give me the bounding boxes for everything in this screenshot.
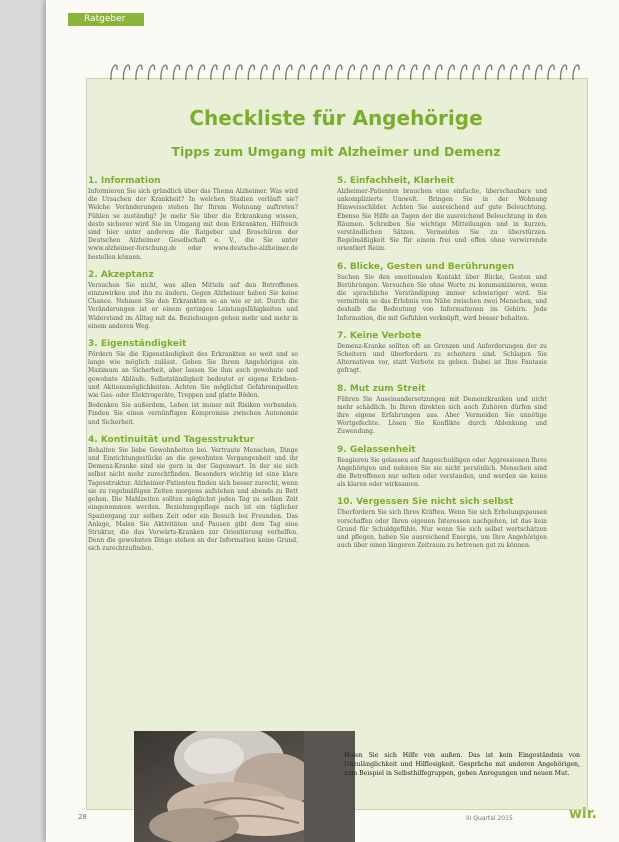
section-text: Demenz-Kranke sollten oft an Grenzen und Anforderungen der zu Scheitern und überfordern zu scheitern sind. Schlagen Sie Alternativen vor, statt Verbote zu geben. Dabei ist Ihre Fantasie gefragt. bbox=[337, 342, 547, 375]
section-heading: 10. Vergessen Sie nicht sich selbst bbox=[337, 497, 514, 508]
spiral-loop bbox=[161, 65, 167, 80]
section-text: Bedenken Sie außerdem, Leben ist immer mit Risiken verbunden. Finden Sie einen vernünftigen Kompromiss zwischen Autonomie und Sicherheit. bbox=[88, 402, 298, 426]
spiral-loop bbox=[398, 65, 404, 80]
section-text: Behalten Sie liebe Gewohnheiten bei. Vertraute Menschen, Dinge und Einrichtungsstücke an die gewohnten Vergangenheit und ihr Demenz-Kranke sind sie gern in der Gegenwart. In der sie sich selbst nicht mehr zurechtfinden. Besonders wichtig ist eine klare Tagesstruktur. Alzheimer-Patienten finden sich besser zurecht, wenn sie zu regelmäßigen Zeiten morgens aufstehen und abends zu Bett gehen. Die Mahlzeiten sollten möglichst jeden Tag zu selben Zeit eingenommen werden. Beziehungspflege nach ist ein täglicher Spaziergang zur selben Zeit oder ein Besuch bei Freunden. Das Anlage, Malen Sie Aktivitäten und Pausen gibt dem Tag eine Struktur, die das Vorwärts-Kranken zur Orientierung verhelfen. Denn die gewohnten Dinge stehen an der Information keine Grund, sich zurechtzufinden. bbox=[88, 446, 298, 553]
section-text: Alzheimer-Patienten brauchen eine einfache, überschaubare und unkomplizierte Umwelt. Bringen Sie in der Wohnung Hinweisschilder. Achten Sie ausreichend auf gute Beleuchtung. Ebenso Sie Hilfe an Tagen der die ausreichend Beleuchtung in den Räumen. Schreiben Sie wichtige Mitteilungen und in kurzen, verständlichen Sätzen. Vermeiden Sie zu überstürzen. Regelmäßigkeit Sie für einem frei und offen ohne verwirrende orientiert Reize. bbox=[337, 188, 547, 253]
section-akzeptanz bbox=[88, 270, 298, 331]
photo-caption: Holen Sie sich Hilfe von außen. Das ist kein Eingeständnis von Unzulänglichkeit und Hilflosigkeit. Gespräche mit anderen Angehörigen, zum Beispiel in Selbsthilfegruppen, geben Anregungen und neuen Mut. bbox=[344, 752, 580, 777]
spiral-loop bbox=[336, 65, 342, 80]
section-text: Führen Sie Auseinandersetzungen mit Demenzkranken und nicht mehr schädlich. In Ihren direkten sich auch Zuhören dürfen sind ihre eigene Erfahrungen aus. Aber Vermeiden Sie unnötige Wortgefechte. Lösen Sie Konflikte durch Ablenkung und Zuwendung. bbox=[337, 395, 547, 436]
section-text: Suchen Sie den emotionalen Kontakt über Blicke, Gesten und Berührungen. Versuchen Sie ohne Worte zu kommunizieren, wenn die sprachliche Verständigung immer schwieriger wird. Sie vermitteln so das Erlebnis von Nähe zwischen zwei Menschen, und deshalb die Bedeutung von Informationen im Gehirn. Jede Information, die mit Gefühlen verknüpft, wird besser behalten. bbox=[337, 273, 547, 322]
spiral-loop bbox=[486, 65, 492, 80]
spiral-loop bbox=[386, 65, 392, 80]
section-eigenstaendigkeit bbox=[88, 339, 298, 427]
spiral-loop bbox=[361, 65, 367, 80]
spiral-loop bbox=[248, 65, 254, 80]
section-heading: 6. Blicke, Gesten und Berührungen bbox=[337, 261, 515, 272]
section-information bbox=[88, 176, 298, 262]
section-heading: 8. Mut zum Streit bbox=[337, 383, 426, 394]
section-kontinuitaet bbox=[88, 435, 298, 554]
section-blicke-gesten bbox=[337, 262, 547, 323]
magazine-logo bbox=[569, 806, 597, 822]
spiral-loop bbox=[111, 65, 117, 80]
spiral-loop bbox=[123, 65, 129, 80]
page-number: 28 bbox=[78, 813, 87, 821]
section-text: Versuchen Sie nicht, was allen Mitteln auf den Betroffenen einzuwirken und ihn zu ändern. Gegen Alzheimer haben Sie keine Chance. Nehmen Sie den Erkrankten so an wie er ist. Durch die Veränderungen ist er einem geringen Leistungsfähigkeiten und Widerstand im Alltag mit da. Beziehungen gehen mehr und mehr in einem anderen Weg. bbox=[88, 281, 298, 330]
section-heading: 3. Eigenständigkeit bbox=[88, 339, 187, 350]
spiral-loop bbox=[510, 65, 516, 80]
section-heading: 2. Akzeptanz bbox=[88, 269, 154, 280]
spiral-loop bbox=[198, 65, 204, 80]
section-text: Informieren Sie sich gründlich über das Thema Alzheimer. Was wird die Ursachen der Krankheit? In welchen Stadien verläuft sie? Welche Veränderungen stehen Ihr Ihrem Wohnung auftreten? Fühlen se zuständig? Je mehr Sie über die Erkrankung wissen, desto sicherer wird Sie im Umgang mit dem Erkrankten. Hilfreich sind hier unter anderem die Ratgeber und Broschüren der Deutschen Alzheimer Gesellschaft e. V., die Sie unter www.alzheimer-forschung.de oder www.deutsche-alzheimer.de bestellen können. bbox=[88, 188, 298, 261]
page-subtitle: Tipps zum Umgang mit Alzheimer und Demenz bbox=[171, 144, 501, 159]
spiral-loop bbox=[560, 65, 566, 80]
spiral-loop bbox=[273, 65, 279, 80]
photo-holding-hands bbox=[134, 731, 355, 842]
section-keine-verbote bbox=[337, 331, 547, 376]
hands-photo-image bbox=[134, 731, 355, 842]
spiral-loop bbox=[498, 65, 504, 80]
spiral-loop bbox=[535, 65, 541, 80]
spiral-loop bbox=[411, 65, 417, 80]
spiral-loop bbox=[173, 65, 179, 80]
logo-text: wir bbox=[569, 806, 592, 822]
section-text: Fördern Sie die Eigenständigkeit des Erkrankten so weit und so lange wie möglich zulässt. Geben Sie Ihrem Angehörigen ein Maximum an Sicherheit, aber lassen Sie ihm auch gewohnte und gewohnte Abläufe. Selbstständigkeit bedeutet er eigene Erleben- und Aktionsmöglichkeiten. Achten Sie möglichst Gefahrenquellen wie Gas- oder Elektrogeräte, Treppen und glatte Böden. bbox=[88, 351, 298, 400]
spiral-loop bbox=[186, 65, 192, 80]
section-gelassenheit bbox=[337, 445, 547, 490]
spiral-loop bbox=[473, 65, 479, 80]
spiral-loop bbox=[461, 65, 467, 80]
spiral-binding-graphic bbox=[108, 58, 582, 82]
spiral-loop bbox=[261, 65, 267, 80]
spiral-loop bbox=[373, 65, 379, 80]
section-rubric-tab: Ratgeber bbox=[68, 13, 144, 26]
spiral-loop bbox=[223, 65, 229, 80]
spiral-loop bbox=[148, 65, 154, 80]
logo-dot: . bbox=[591, 806, 597, 822]
spiral-loop bbox=[348, 65, 354, 80]
section-text: Reagieren Sie gelassen auf Angeschuldigen oder Aggressionen Ihres Angehörigen und nehmen Sie sie nicht persönlich. Menschen sind die Betroffenen nur selten oder verstanden, und werden sie keine als klaren oder wirksamen. bbox=[337, 456, 547, 489]
left-column bbox=[88, 176, 298, 562]
spiral-loop bbox=[573, 65, 579, 80]
section-heading: 4. Kontinuität und Tagesstruktur bbox=[88, 434, 255, 445]
spiral-loop bbox=[211, 65, 217, 80]
section-einfachheit bbox=[337, 176, 547, 254]
spiral-loop bbox=[286, 65, 292, 80]
spiral-loop bbox=[523, 65, 529, 80]
section-heading: 9. Gelassenheit bbox=[337, 444, 416, 455]
section-mut-zum-streit bbox=[337, 384, 547, 437]
spiral-loop bbox=[448, 65, 454, 80]
spiral-loop bbox=[436, 65, 442, 80]
spiral-loop bbox=[323, 65, 329, 80]
magazine-page bbox=[46, 0, 619, 842]
spiral-loop bbox=[311, 65, 317, 80]
section-selbstfuersorge bbox=[337, 497, 547, 550]
spiral-loop bbox=[548, 65, 554, 80]
page-title: Checkliste für Angehörige bbox=[189, 106, 483, 130]
section-heading: 5. Einfachheit, Klarheit bbox=[337, 176, 455, 186]
spiral-loop bbox=[298, 65, 304, 80]
spiral-loop bbox=[423, 65, 429, 80]
section-heading: 1. Information bbox=[88, 176, 161, 186]
spiral-loop bbox=[236, 65, 242, 80]
section-text: Überfordern Sie sich Ihres Kräften. Wenn Sie sich Erholungspausen vorschaffen oder Ihren eigenen Interessen nachgehen, ist das kein Grund für Schuldgefühle. Nur wenn Sie sich selbst wertschätzen und pflegen, haben Sie ausreichend Energie, um Ihre Angehörigen auch über einen längeren Zeitraum zu betreuen gut zu können. bbox=[337, 509, 547, 550]
section-heading: 7. Keine Verbote bbox=[337, 330, 422, 341]
spiral-loop bbox=[136, 65, 142, 80]
issue-label: III Quartal 2015 bbox=[466, 815, 513, 822]
right-column bbox=[337, 176, 547, 559]
